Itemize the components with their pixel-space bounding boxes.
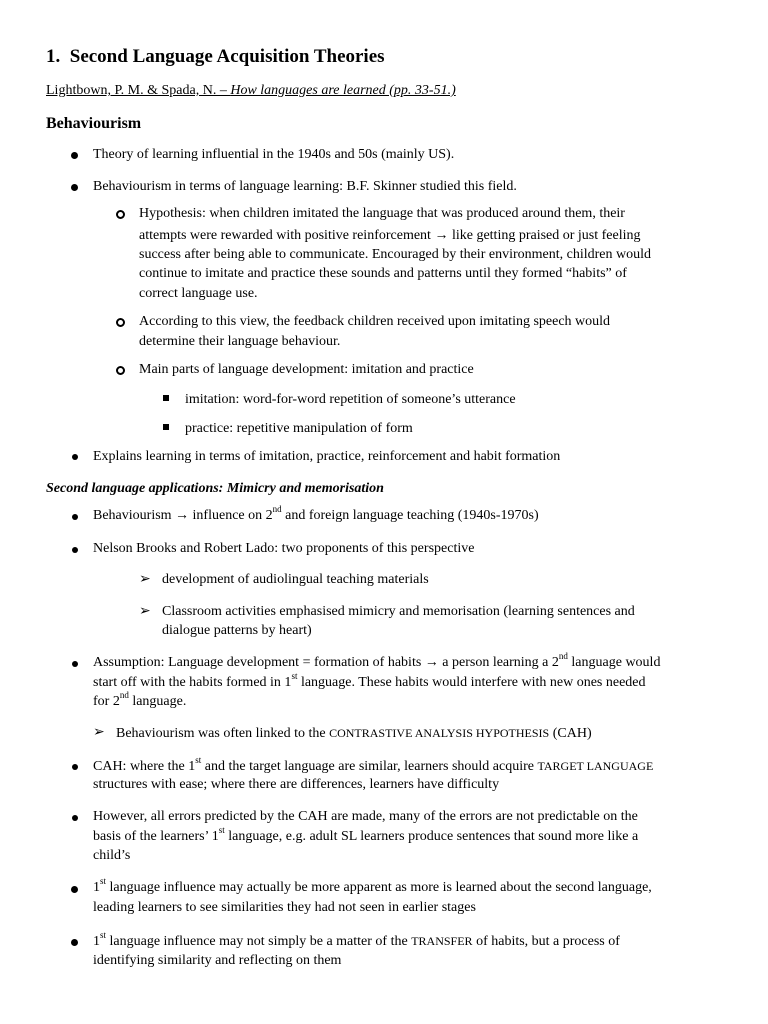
- bullet-theory: Theory of learning influential in the 1940s and 50s (mainly US).: [93, 147, 455, 162]
- hypothesis-line-1: Hypothesis: when children imitated the language that was produced around them, their: [139, 206, 625, 221]
- arrow-bullet-icon: ➢: [93, 725, 105, 740]
- reference-authors: Lightbown, P. M. & Spada, N. –: [46, 83, 231, 98]
- cah-link: [116, 724, 592, 743]
- assumption-1a: Assumption: Language development = formation of habits → a person learning a 2: [93, 655, 559, 670]
- bullet-skinner: Behaviourism in terms of language learning: B.F. Skinner studied this field.: [93, 179, 517, 194]
- hypothesis-line-2: [139, 227, 641, 245]
- bullet-disc-icon: [71, 152, 78, 159]
- bullet-influence-teaching: [93, 504, 539, 525]
- b4-text-a: Behaviourism → influence on 2: [93, 508, 273, 523]
- hypothesis-line-4: continue to imitate and practice these sounds and patterns until they formed “habits” of: [139, 266, 627, 281]
- hypothesis-text-a: attempts were rewarded with positive reinforcement: [139, 228, 435, 243]
- assumption-1sup: nd: [558, 651, 568, 662]
- cah-link-a: Behaviourism was often linked to the: [116, 726, 330, 741]
- bullet-ring-icon: [116, 210, 125, 219]
- classroom-line-2: dialogue patterns by heart): [162, 623, 312, 638]
- assumption-3a: for 2: [93, 694, 120, 709]
- hypothesis-text-b: like getting praised or just feeling: [448, 228, 641, 243]
- section-heading: Behaviourism: [46, 115, 142, 132]
- cah-link-smallcaps: CONTRASTIVE ANALYSIS HYPOTHESIS: [329, 726, 550, 740]
- bullet-disc-icon: [71, 184, 78, 191]
- however-2sup: st: [218, 825, 225, 836]
- bullet-disc-icon: [72, 454, 78, 460]
- bullet-disc-icon: [72, 514, 78, 520]
- imitation-item: imitation: word-for-word repetition of someone’s utterance: [185, 392, 516, 407]
- cah-line-1: [93, 757, 653, 776]
- influence2-line-2: identifying similarity and reflecting on them: [93, 953, 342, 968]
- assumption-2a: start off with the habits formed in 1: [93, 675, 292, 690]
- influence2-smallcaps: TRANSFER: [411, 934, 473, 948]
- influence2-1a: 1: [93, 934, 100, 949]
- influence2-1b: language influence may not simply be a matter of the: [106, 934, 412, 949]
- practice-item: practice: repetitive manipulation of form: [185, 421, 413, 436]
- however-line-1: However, all errors predicted by the CAH are made, many of the errors are not predictable on the: [93, 809, 638, 824]
- influence2-1c: of habits, but a process of: [472, 934, 620, 949]
- bullet-disc-icon: [71, 939, 78, 946]
- reference-line: [46, 82, 456, 100]
- arrow-bullet-icon: ➢: [139, 572, 151, 587]
- bullet-disc-icon: [71, 886, 78, 893]
- b4-text-b: and foreign language teaching (1940s-1970s): [281, 508, 539, 523]
- cah-1b: and the target language are similar, learners should acquire: [201, 759, 538, 774]
- influence1-line-2: leading learners to see similarities they had not seen in earlier stages: [93, 900, 476, 915]
- assumption-2sup: st: [291, 671, 298, 682]
- however-line-2: [93, 825, 639, 846]
- hypothesis-line-3: success after being able to communicate. Encouraged by their environment, children would: [139, 247, 651, 262]
- influence1-1b: language influence may actually be more apparent as more is learned about the second language,: [106, 880, 652, 895]
- however-2b: language, e.g. adult SL learners produce sentences that sound more like a: [224, 829, 639, 844]
- assumption-line-3: [93, 690, 187, 711]
- assumption-line-1: [93, 651, 661, 672]
- title-number: 1.: [46, 46, 61, 67]
- influence1-1a: 1: [93, 880, 100, 895]
- reference-work: How languages are learned (pp. 33-51.): [230, 83, 456, 98]
- bullet-disc-icon: [72, 764, 78, 770]
- arrow-bullet-icon: ➢: [139, 604, 151, 619]
- assumption-line-2: [93, 671, 646, 692]
- bullet-square-icon: [163, 424, 169, 430]
- however-line-3: child’s: [93, 848, 131, 863]
- influence2-line-1: [93, 932, 620, 951]
- subheading-applications: Second language applications: Mimicry and memorisation: [46, 481, 384, 496]
- bullet-square-icon: [163, 395, 169, 401]
- page-title: [46, 45, 385, 69]
- influence2-1sup: st: [100, 930, 107, 941]
- title-text: Second Language Acquisition Theories: [69, 46, 385, 67]
- cah-link-b: (CAH): [549, 726, 592, 741]
- bullet-disc-icon: [72, 661, 78, 667]
- bullet-disc-icon: [72, 815, 78, 821]
- cah-1sup: st: [195, 755, 202, 766]
- classroom-line-1: Classroom activities emphasised mimicry and memorisation (learning sentences and: [162, 604, 635, 619]
- cah-1a: CAH: where the 1: [93, 759, 196, 774]
- cah-line-2: structures with ease; where there are differences, learners have difficulty: [93, 777, 500, 792]
- bullet-explains: Explains learning in terms of imitation, practice, reinforcement and habit formation: [93, 449, 561, 464]
- assumption-2b: language. These habits would interfere with new ones needed: [297, 675, 646, 690]
- cah-1-smallcaps: TARGET LANGUAGE: [537, 759, 654, 773]
- assumption-1b: language would: [567, 655, 661, 670]
- bullet-disc-icon: [72, 547, 78, 553]
- influence1-1sup: st: [100, 876, 107, 887]
- however-2a: basis of the learners’ 1: [93, 829, 219, 844]
- hypothesis-line-5: correct language use.: [139, 286, 258, 301]
- main-parts: Main parts of language development: imitation and practice: [139, 362, 474, 377]
- bullet-proponents: Nelson Brooks and Robert Lado: two proponents of this perspective: [93, 541, 475, 556]
- influence1-line-1: [93, 876, 652, 897]
- view-line-2: determine their language behaviour.: [139, 334, 341, 349]
- bullet-ring-icon: [116, 366, 125, 375]
- dev-item: development of audiolingual teaching materials: [162, 572, 429, 587]
- right-arrow-icon: →: [434, 228, 449, 243]
- bullet-ring-icon: [116, 318, 125, 327]
- assumption-3b: language.: [128, 694, 187, 709]
- view-line-1: According to this view, the feedback children received upon imitating speech would: [139, 314, 611, 329]
- b4-sup: nd: [272, 504, 282, 515]
- assumption-3sup: nd: [119, 690, 129, 701]
